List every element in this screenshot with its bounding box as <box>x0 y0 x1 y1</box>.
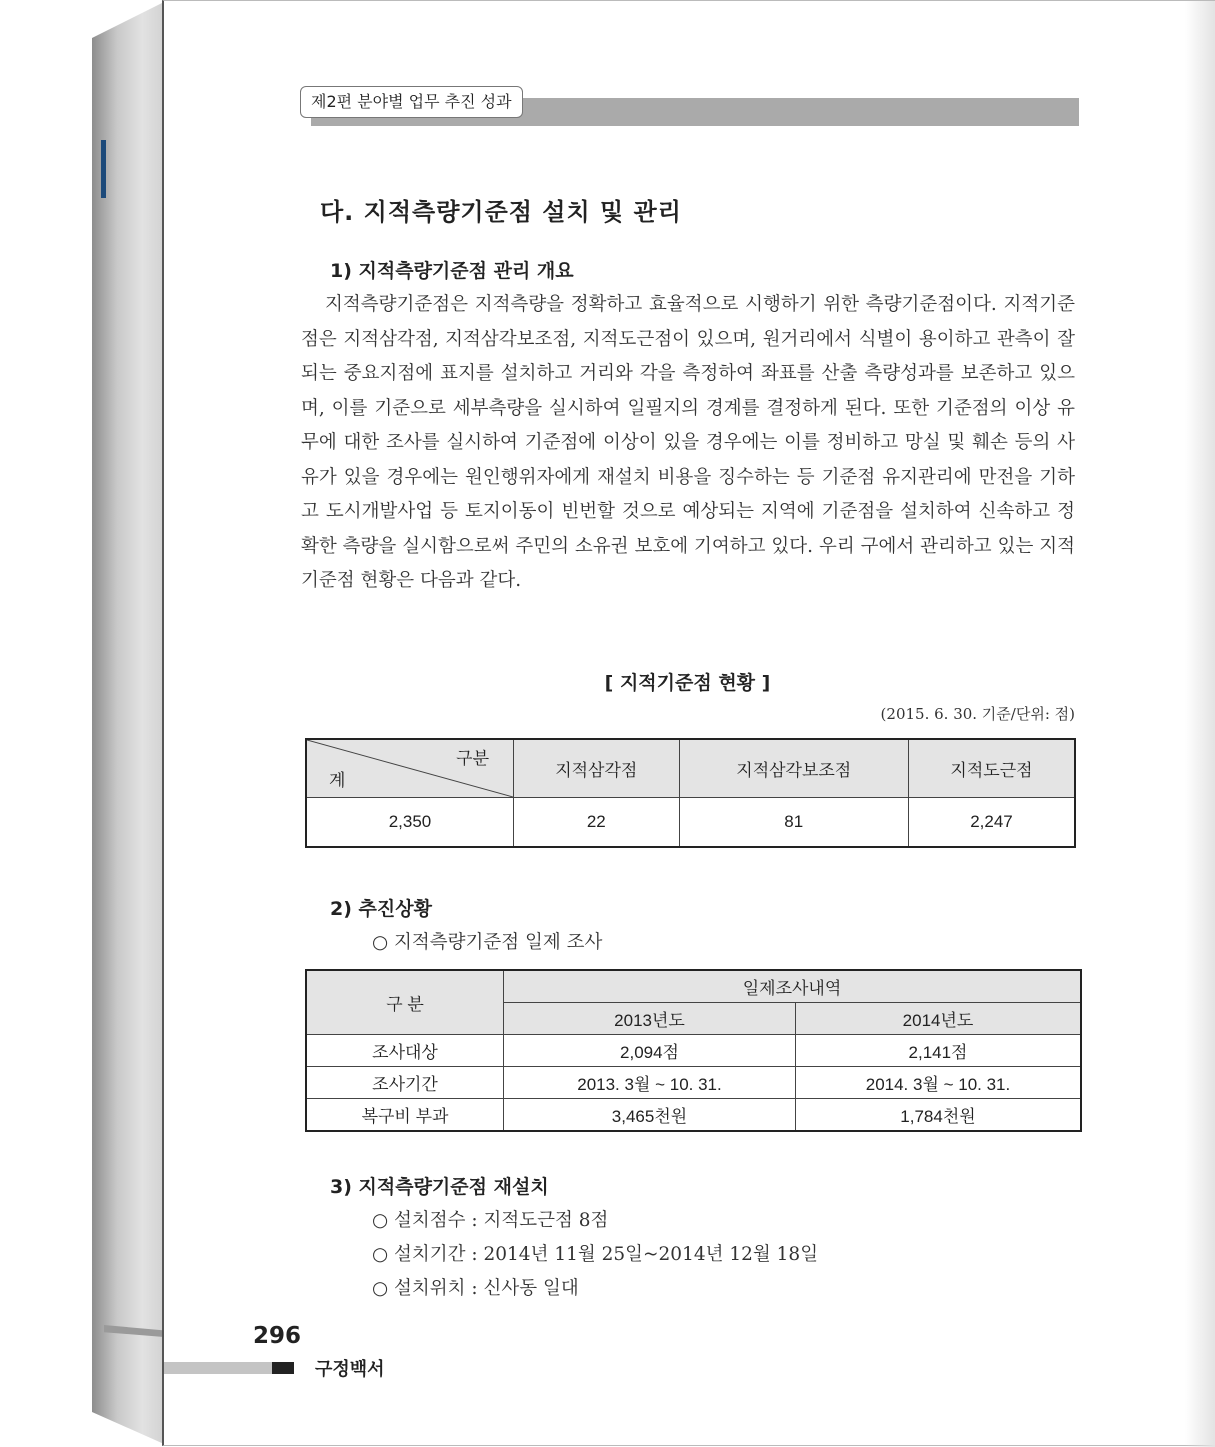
table-row <box>306 798 1075 848</box>
value-cell: 2,094점 <box>504 1035 796 1067</box>
category-header-cell: 구 분 <box>306 970 504 1035</box>
table-row <box>306 1099 1081 1132</box>
survey-table <box>305 969 1082 1132</box>
table-header-row <box>306 970 1081 1003</box>
value-cell: 3,465천원 <box>504 1099 796 1132</box>
section-title: 다. 지적측량기준점 설치 및 관리 <box>320 198 682 226</box>
corner-bottom-label: 계 <box>329 771 346 790</box>
book-spine <box>92 2 164 1444</box>
chapter-header-tab: 제2편 분야별 업무 추진 성과 <box>300 86 523 118</box>
footer-grey-bar <box>164 1362 272 1374</box>
footer-black-bar <box>272 1362 294 1374</box>
header-cell: 지적삼각점 <box>514 739 680 798</box>
total-cell: 2,350 <box>306 798 514 848</box>
value-cell: 22 <box>514 798 680 848</box>
year-header-cell: 2013년도 <box>504 1003 796 1035</box>
table1-note: (2015. 6. 30. 기준/단위: 점) <box>880 705 1075 723</box>
row-label-cell: 조사기간 <box>306 1067 504 1099</box>
corner-top-label: 구분 <box>456 749 489 768</box>
row-label-cell: 복구비 부과 <box>306 1099 504 1132</box>
table1-caption: [ 지적기준점 현황 ] <box>604 672 771 694</box>
header-cell: 지적삼각보조점 <box>679 739 908 798</box>
part3-bullet: ○ 설치기간 : 2014년 11월 25일~2014년 12월 18일 <box>372 1244 819 1265</box>
part3-bullet: ○ 설치위치 : 신사동 일대 <box>372 1278 579 1299</box>
table-row <box>306 1067 1081 1099</box>
diagonal-header-cell <box>306 739 514 798</box>
reference-point-table <box>305 738 1076 848</box>
value-cell: 2,247 <box>908 798 1075 848</box>
table-row <box>306 1035 1081 1067</box>
value-cell: 81 <box>679 798 908 848</box>
part3-title: 3) 지적측량기준점 재설치 <box>330 1176 549 1198</box>
part2-title: 2) 추진상황 <box>330 898 432 920</box>
year-header-cell: 2014년도 <box>796 1003 1082 1035</box>
value-cell: 2,141점 <box>796 1035 1082 1067</box>
part1-body: 지적측량기준점은 지적측량을 정확하고 효율적으로 시행하기 위한 측량기준점이다. 지적기준점은 지적삼각점, 지적삼각보조점, 지적도근점이 있으며, 원거리에서 식별이 용이하고 관측이 잘 되는 중요지점에 표지를 설치하고 거리와 각을 측정하여 좌표를 산출 측량성과를 보존하고 있으며, 이를 기준으로 세부측량을 실시하여 일필지의 경계를 결정하게 된다. 또한 기준점의 이상 유무에 대한 조사를 실시하여 기준점에 이상이 있을 경우에는 이를 정비하고 망실 및 훼손 등의 사유가 있을 경우에는 원인행위자에게 재설치 비용을 징수하는 등 기준점 유지관리에 만전을 기하고 도시개발사업 등 토지이동이 빈번할 것으로 예상되는 지역에 기준점을 설치하여 신속하고 정확한 측량을 실시함으로써 주민의 소유권 보호에 기여하고 있다. 우리 구에서 관리하고 있는 지적기준점 현황은 다음과 같다. <box>301 294 1075 591</box>
part2-bullet: ○ 지적측량기준점 일제 조사 <box>372 932 603 953</box>
part3-bullet: ○ 설치점수 : 지적도근점 8점 <box>372 1210 609 1231</box>
spine-bookmark-mark <box>101 140 106 198</box>
row-label-cell: 조사대상 <box>306 1035 504 1067</box>
value-cell: 2013. 3월 ~ 10. 31. <box>504 1067 796 1099</box>
page-curl-shadow <box>1185 1 1215 1447</box>
value-cell: 2014. 3월 ~ 10. 31. <box>796 1067 1082 1099</box>
table-header-row <box>306 739 1075 798</box>
header-cell: 지적도근점 <box>908 739 1075 798</box>
page-number: 296 <box>253 1323 302 1349</box>
group-header-cell: 일제조사내역 <box>504 970 1082 1003</box>
value-cell: 1,784천원 <box>796 1099 1082 1132</box>
part1-title: 1) 지적측량기준점 관리 개요 <box>330 260 574 282</box>
footer-book-title: 구정백서 <box>315 1359 385 1380</box>
